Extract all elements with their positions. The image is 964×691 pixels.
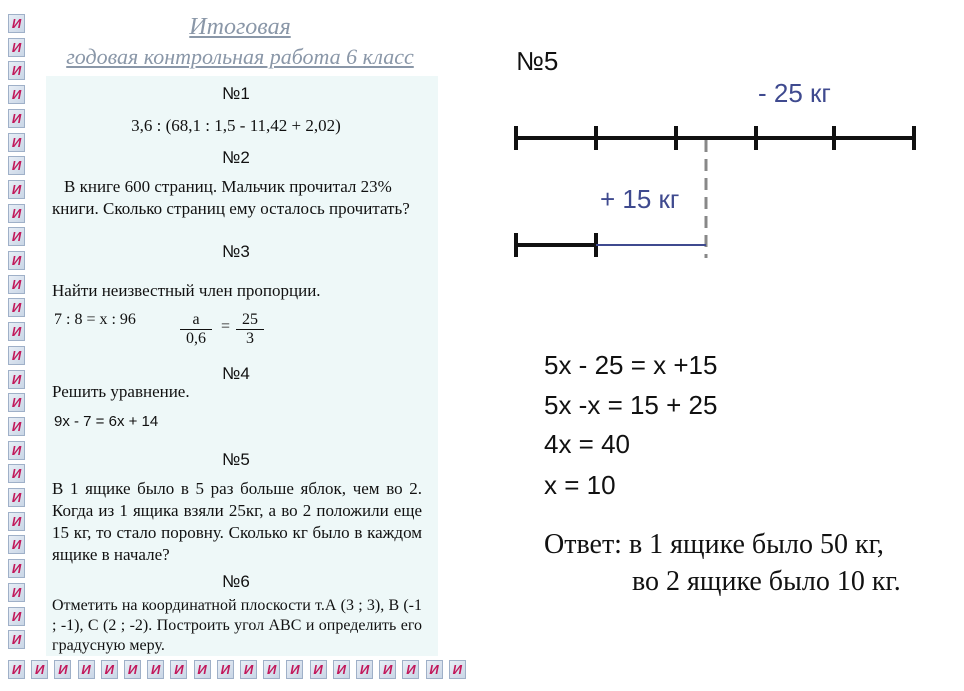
solution-heading: №5 bbox=[516, 46, 559, 76]
fraction-denominator: 3 bbox=[246, 330, 254, 347]
task6-text: Отметить на координатной плоскости т.А (3 ; 3), В (-1 ; -1), С (2 ; -2). Построить угол АВС и определить его градусную меру. bbox=[52, 597, 422, 654]
page-subtitle: годовая контрольная работа 6 класс bbox=[66, 44, 414, 69]
task1-expression: 3,6 : (68,1 : 1,5 - 11,42 + 2,02) bbox=[131, 116, 341, 135]
task2-text: В книге 600 страниц. Мальчик прочитал 23% книги. Сколько страниц ему осталось прочитать? bbox=[52, 177, 410, 218]
equation-line-2: 5х -х = 15 + 25 bbox=[544, 390, 718, 420]
task4-heading: №4 bbox=[222, 364, 250, 383]
fraction-numerator: 25 bbox=[236, 311, 264, 330]
task3-equals: = bbox=[221, 318, 231, 335]
answer-line-1: Ответ: в 1 ящике было 50 кг, bbox=[544, 529, 884, 560]
task3-text: Найти неизвестный член пропорции. bbox=[52, 281, 321, 300]
task5-text: В 1 ящике было в 5 раз больше яблок, чем во 2. Когда из 1 ящика взяли 25кг, а во 2 положили еще 15 кг, то стало поровну. Сколько кг было в каждом ящике в начале? bbox=[52, 479, 422, 564]
task3-heading: №3 bbox=[222, 242, 250, 261]
fraction-denominator: 0,6 bbox=[186, 330, 206, 347]
task4-equation: 9х - 7 = 6х + 14 bbox=[54, 413, 159, 430]
task5-heading: №5 bbox=[222, 450, 250, 469]
equation-line-1: 5х - 25 = х +15 bbox=[544, 350, 718, 380]
page-title: Итоговая bbox=[189, 14, 291, 40]
task1-heading: №1 bbox=[222, 84, 250, 103]
task2-heading: №2 bbox=[222, 148, 250, 167]
task4-text: Решить уравнение. bbox=[52, 382, 190, 401]
equation-line-4: х = 10 bbox=[544, 470, 616, 500]
fraction-numerator: а bbox=[180, 311, 212, 330]
task6-heading: №6 bbox=[222, 572, 250, 591]
answer-line-2: во 2 ящике было 10 кг. bbox=[632, 566, 901, 597]
plus-15-label: + 15 кг bbox=[600, 184, 680, 214]
minus-25-label: - 25 кг bbox=[758, 78, 831, 108]
task3-proportion: 7 : 8 = х : 96 bbox=[54, 311, 136, 328]
equation-line-3: 4х = 40 bbox=[544, 429, 631, 459]
